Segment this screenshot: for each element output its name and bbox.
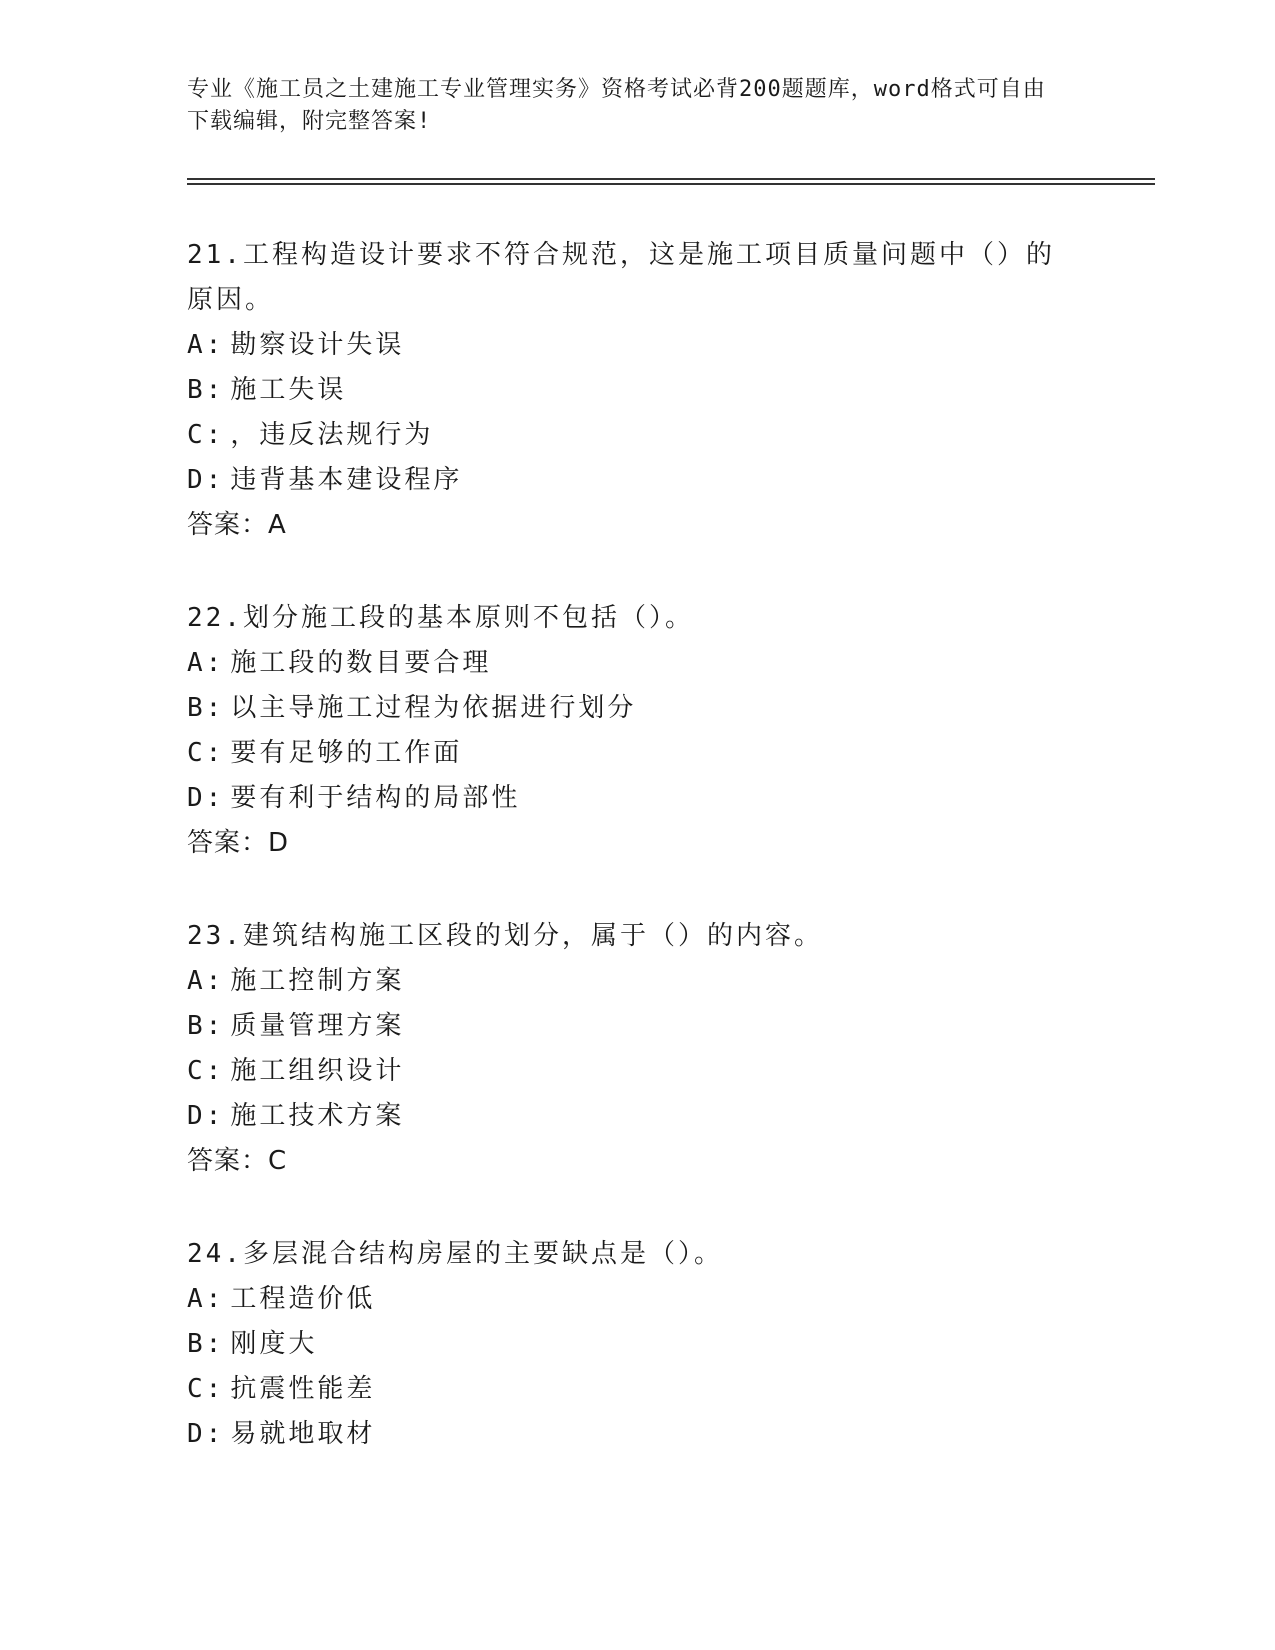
option-d bbox=[187, 1094, 1087, 1139]
answer-line: 答案：A bbox=[187, 510, 287, 540]
option-key: B: bbox=[187, 693, 225, 723]
header-divider-bottom bbox=[187, 183, 1155, 185]
question-21 bbox=[187, 233, 1087, 548]
option-text: 以主导施工过程为依据进行划分 bbox=[230, 693, 637, 723]
option-text: 施工失误 bbox=[230, 375, 347, 405]
option-key: C: bbox=[187, 738, 225, 768]
option-c bbox=[187, 413, 1087, 458]
option-key: D: bbox=[187, 783, 225, 813]
question-22 bbox=[187, 596, 1087, 866]
option-b bbox=[187, 368, 1087, 413]
question-24 bbox=[187, 1232, 1087, 1457]
option-text: 质量管理方案 bbox=[230, 1011, 405, 1041]
option-key: A: bbox=[187, 330, 225, 360]
answer-line: 答案：C bbox=[187, 1146, 288, 1176]
option-text: 工程造价低 bbox=[230, 1284, 376, 1314]
option-a bbox=[187, 323, 1087, 368]
option-key: A: bbox=[187, 1284, 225, 1314]
option-key: A: bbox=[187, 966, 225, 996]
question-stem: 21.工程构造设计要求不符合规范，这是施工项目质量问题中（）的原因。 bbox=[187, 240, 1055, 315]
option-b bbox=[187, 686, 1087, 731]
option-text: 要有足够的工作面 bbox=[230, 738, 463, 768]
question-stem: 22.划分施工段的基本原则不包括（）。 bbox=[187, 603, 694, 633]
option-key: B: bbox=[187, 1011, 225, 1041]
option-d bbox=[187, 1412, 1087, 1457]
option-text: 施工技术方案 bbox=[230, 1101, 405, 1131]
option-text: 勘察设计失误 bbox=[230, 330, 405, 360]
option-text: 违背基本建设程序 bbox=[230, 465, 463, 495]
option-a bbox=[187, 959, 1087, 1004]
option-key: C: bbox=[187, 1374, 225, 1404]
option-key: A: bbox=[187, 648, 225, 678]
option-key: D: bbox=[187, 465, 225, 495]
option-a bbox=[187, 1277, 1087, 1322]
header-divider-top bbox=[187, 178, 1155, 180]
option-key: D: bbox=[187, 1101, 225, 1131]
question-stem: 24.多层混合结构房屋的主要缺点是（）。 bbox=[187, 1239, 723, 1269]
option-c bbox=[187, 1367, 1087, 1412]
option-key: D: bbox=[187, 1419, 225, 1449]
option-key: B: bbox=[187, 1329, 225, 1359]
option-text: 施工段的数目要合理 bbox=[230, 648, 492, 678]
question-stem: 23.建筑结构施工区段的划分，属于（）的内容。 bbox=[187, 921, 823, 951]
option-text: 刚度大 bbox=[230, 1329, 318, 1359]
option-text: 易就地取材 bbox=[230, 1419, 376, 1449]
option-a bbox=[187, 641, 1087, 686]
question-list bbox=[187, 233, 1087, 1505]
option-b bbox=[187, 1004, 1087, 1049]
option-text: 施工组织设计 bbox=[230, 1056, 405, 1086]
option-c bbox=[187, 1049, 1087, 1094]
option-text: 施工控制方案 bbox=[230, 966, 405, 996]
question-23 bbox=[187, 914, 1087, 1184]
option-text: 抗震性能差 bbox=[230, 1374, 376, 1404]
option-text: ，违反法规行为 bbox=[230, 420, 434, 450]
option-b bbox=[187, 1322, 1087, 1367]
option-key: C: bbox=[187, 420, 225, 450]
option-d bbox=[187, 458, 1087, 503]
option-c bbox=[187, 731, 1087, 776]
answer-line: 答案：D bbox=[187, 828, 290, 858]
option-key: C: bbox=[187, 1056, 225, 1086]
option-key: B: bbox=[187, 375, 225, 405]
option-text: 要有利于结构的局部性 bbox=[230, 783, 521, 813]
document-header: 专业《施工员之土建施工专业管理实务》资格考试必背200题题库，word格式可自由下载编辑，附完整答案! bbox=[187, 77, 1046, 134]
option-d bbox=[187, 776, 1087, 821]
